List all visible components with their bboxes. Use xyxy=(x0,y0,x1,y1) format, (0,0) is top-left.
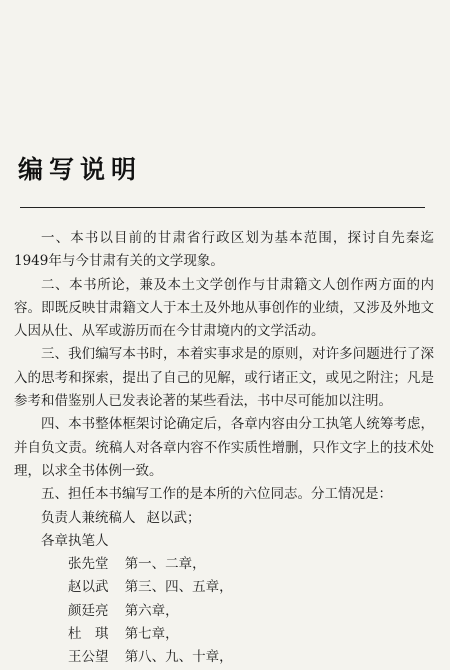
title-rule xyxy=(20,207,425,208)
author-chapters: 第八、九、十章， xyxy=(124,649,233,666)
paragraph-3: 三、我们编写本书时，本着实事求是的原则，对许多问题进行了深入的思考和探索，提出了自己的见解，或行诸正文，或见之附注；凡是参考和借鉴别人已发表论著的某些看法，书中尽可能加以注明。 xyxy=(14,346,434,410)
paragraph-4: 四、本书整体框架讨论确定后，各章内容由分工执笔人统筹考虑，并自负文责。统稿人对各章内容不作实质性增删，只作文字上的技术处理，以求全书体例一致。 xyxy=(14,416,434,479)
author-chapters: 第一、二章， xyxy=(124,556,206,573)
author-name: 王公望 xyxy=(68,649,109,666)
authors-label: 各章执笔人 xyxy=(41,532,109,549)
paragraph-2: 二、本书所论，兼及本土文学创作与甘肃籍文人创作两方面的内容。即既反映甘肃籍文人于本土及外地从事创作的业绩，又涉及外地文人因从仕、从军或游历而在今甘肃境内的文学活动。 xyxy=(14,276,434,340)
author-row xyxy=(14,576,434,599)
author-name: 颜廷亮 xyxy=(68,602,109,619)
document-body xyxy=(14,227,434,670)
responsible-name: 赵以武； xyxy=(146,509,201,526)
author-name: 杜 琪 xyxy=(68,626,109,643)
paragraph-5: 五、担任本书编写工作的是本所的六位同志。分工情况是： xyxy=(41,486,392,503)
author-chapters: 第七章， xyxy=(124,626,179,643)
author-chapters: 第六章， xyxy=(124,602,179,619)
author-name: 赵以武 xyxy=(68,579,109,596)
author-name: 张先堂 xyxy=(68,556,109,573)
author-row xyxy=(14,553,434,576)
responsible-line xyxy=(14,507,434,530)
author-chapters: 第三、四、五章， xyxy=(124,579,233,596)
paragraph-1: 一、本书以目前的甘肃省行政区划为基本范围，探讨自先秦迄1949年与今甘肃有关的文学现象。 xyxy=(14,230,434,270)
author-row xyxy=(14,646,434,669)
page-title: 编写说明 xyxy=(18,155,143,184)
responsible-label: 负责人兼统稿人 xyxy=(41,509,136,526)
author-row xyxy=(14,600,434,623)
author-row xyxy=(14,623,434,646)
